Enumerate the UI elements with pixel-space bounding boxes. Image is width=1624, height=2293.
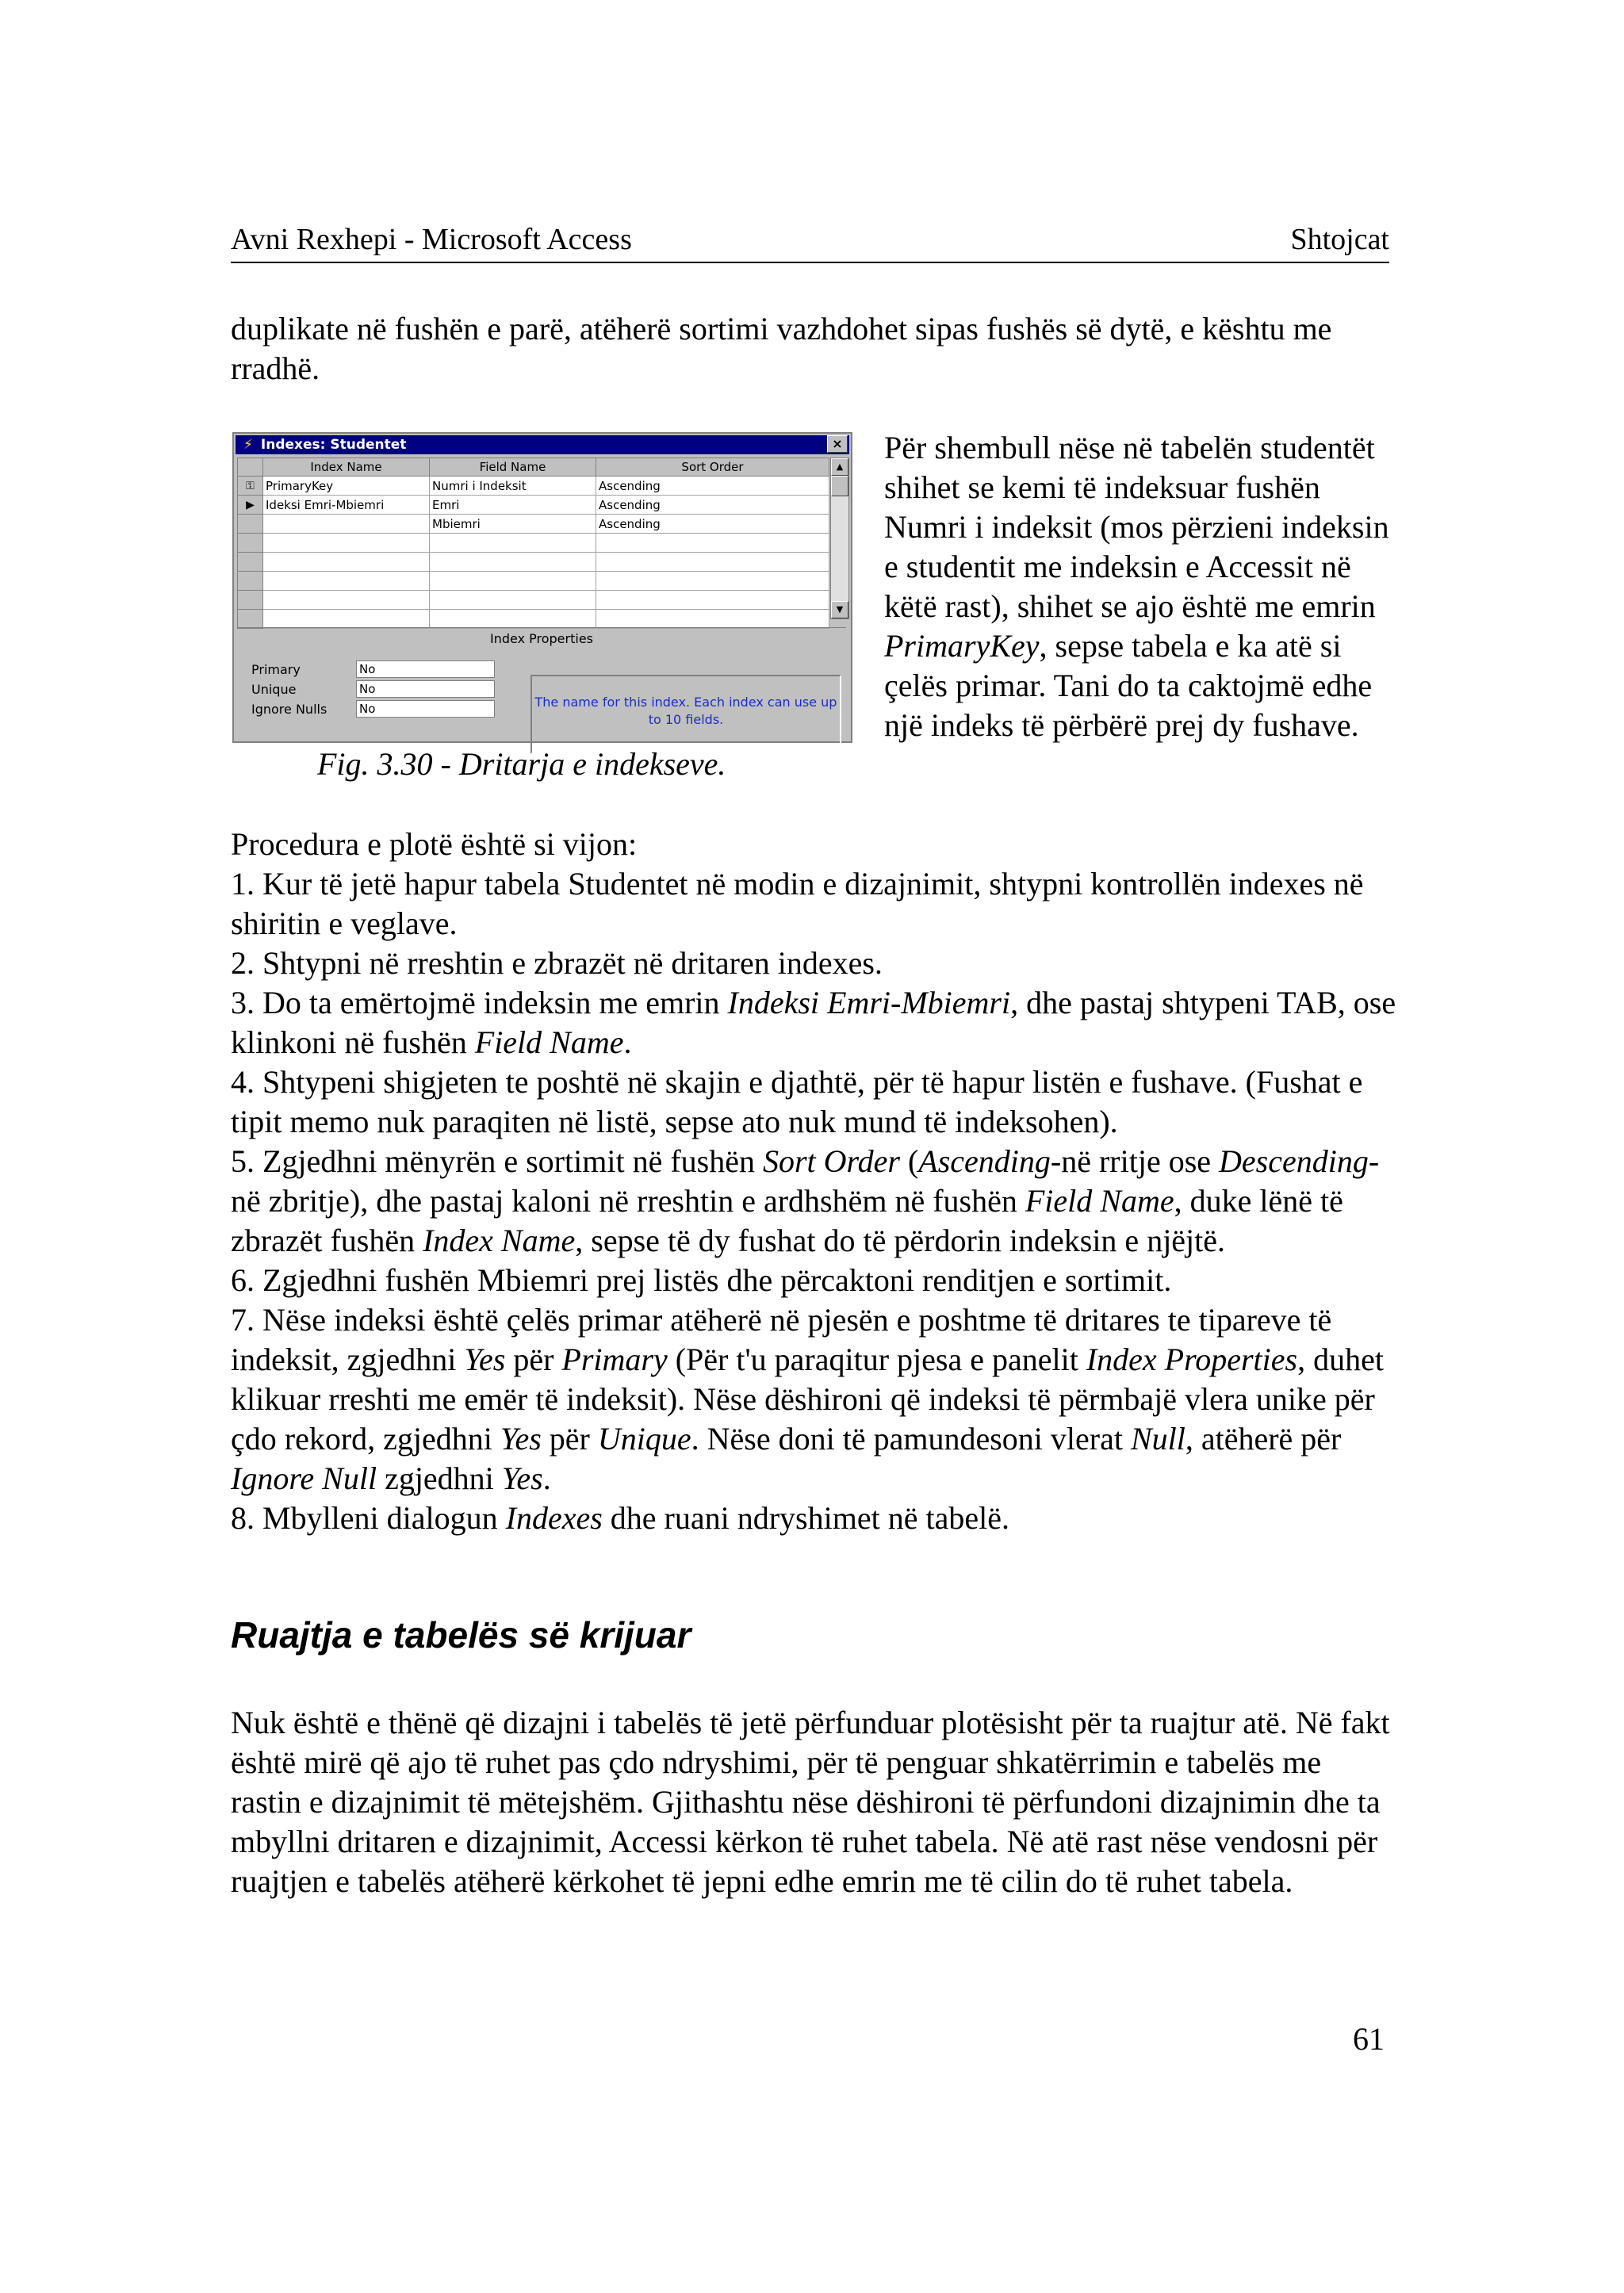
table-row[interactable] — [238, 591, 829, 610]
dialog-title: Indexes: Studentet — [260, 437, 407, 453]
dialog-titlebar — [236, 435, 849, 454]
step-4: 4. Shtypeni shigjeten te poshtë në skajin e djathtë, për të hapur listën e fushave. (Fushat e tipit memo nuk paraqiten në listë, sepse ato nuk mund të indeksohen). — [231, 1064, 1363, 1139]
property-label-unique: Unique — [251, 682, 297, 697]
column-header-field-name[interactable]: Field Name — [430, 458, 596, 477]
running-header — [231, 222, 1389, 263]
page-number: 61 — [1353, 2021, 1385, 2057]
index-table — [237, 457, 829, 629]
step-7: 7. Nëse indeksi është çelës primar atëherë në pjesën e poshtme të dritares te tipareve të indeksit, zgjedhni Yes për Primary (Për t'u paraqitur pjesa e panelit Index Properties, duhet klikuar rreshti me emër të indeksit). Nëse dëshironi që indeksi të përmbajë vlera unike për çdo rekord, zgjedhni Yes për Unique. Nëse doni të pamundesoni vlerat Null, atëherë për Ignore Null zgjedhni Yes. — [231, 1302, 1384, 1496]
row-selector[interactable] — [238, 515, 263, 534]
procedure-intro: Procedura e plotë është si vijon: — [231, 826, 638, 862]
index-name-cell[interactable]: PrimaryKey — [263, 477, 430, 496]
header-author-title: Avni Rexhepi - Microsoft Access — [231, 223, 632, 256]
table-row[interactable] — [238, 610, 829, 629]
sort-order-cell[interactable]: Ascending — [596, 477, 829, 496]
closing-paragraph: Nuk është e thënë që dizajni i tabelës të jetë përfunduar plotësisht për ta ruajtur atë. Në fakt është mirë që ajo të ruhet pas çdo ndryshimi, për të penguar shkatërrimin e tabelës me rastin e dizajnimit të mëtejshëm. Gjithashtu nëse dëshironi të përfundoni dizajnimin dhe ta mbyllni dritaren e dizajnimit, Accessi kërkon të ruhet tabela. Në atë rast nëse vendosni për ruajtjen e tabelës atëherë kërkohet të jepni edhe emrin me të cilin do të ruhet tabela. — [231, 1705, 1390, 1899]
vertical-scrollbar[interactable] — [830, 457, 849, 619]
side-paragraph: Për shembull nëse në tabelën studentët shihet se kemi të indeksuar fushën Numri i indeksit (mos përzieni indeksin e studentit me indeksin e Accessit në këtë rast), shihet se ajo është me emrin PrimaryKey, sepse tabela e ka atë si çelës primar. Tani do ta caktojmë edhe një indeks të përbërë prej dy fushave. — [884, 430, 1389, 743]
primary-value[interactable]: No — [356, 660, 495, 678]
key-icon: ⚿ — [238, 477, 263, 496]
unique-value[interactable]: No — [356, 680, 495, 698]
section-heading: Ruajtja e tabelës së krijuar — [231, 1614, 691, 1656]
table-row[interactable] — [238, 534, 829, 553]
index-properties-panel — [237, 627, 846, 727]
indexes-dialog — [232, 432, 852, 743]
table-row[interactable] — [238, 515, 829, 534]
column-header-index-name[interactable]: Index Name — [263, 458, 430, 477]
step-2: 2. Shtypni në rreshtin e zbrazët në dritaren indexes. — [231, 945, 883, 981]
lightning-icon: ⚡ — [243, 437, 253, 453]
field-name-cell[interactable]: Emri — [430, 496, 596, 515]
intro-paragraph: duplikate në fushën e parë, atëherë sortimi vazhdohet sipas fushës së dytë, e kështu me rradhë. — [231, 311, 1332, 386]
property-hint-box: The name for this index. Each index can use up to 10 fields. — [530, 675, 841, 754]
field-name-cell[interactable]: Numri i Indeksit — [430, 477, 596, 496]
table-row[interactable] — [238, 496, 829, 515]
scroll-up-icon[interactable]: ▲ — [831, 458, 848, 476]
property-label-ignore-nulls: Ignore Nulls — [251, 702, 327, 717]
index-name-cell[interactable]: Ideksi Emri-Mbiemri — [263, 496, 430, 515]
step-8: 8. Mbylleni dialogun Indexes dhe ruani ndryshimet në tabelë. — [231, 1500, 1009, 1536]
table-row[interactable] — [238, 477, 829, 496]
procedure-list — [231, 825, 1404, 1538]
current-row-arrow-icon: ▶ — [238, 496, 263, 515]
scroll-thumb[interactable] — [831, 476, 848, 496]
sort-order-cell[interactable]: Ascending — [596, 496, 829, 515]
header-section: Shtojcat — [1290, 223, 1389, 256]
figure-caption: Fig. 3.30 - Dritarja e indekseve. — [317, 746, 726, 782]
table-row[interactable] — [238, 553, 829, 572]
step-3: 3. Do ta emërtojmë indeksin me emrin Indeksi Emri-Mbiemri, dhe pastaj shtypeni TAB, ose klinkoni në fushën Field Name. — [231, 985, 1396, 1060]
step-5: 5. Zgjedhni mënyrën e sortimit në fushën Sort Order (Ascending-në rritje ose Descending-në zbritje), dhe pastaj kaloni në rreshtin e ardhshëm në fushën Field Name, duke lënë të zbrazët fushën Index Name, sepse të dy fushat do të përdorin indeksin e njëjtë. — [231, 1143, 1380, 1258]
scroll-down-icon[interactable]: ▼ — [831, 601, 848, 618]
column-header-sort-order[interactable]: Sort Order — [596, 458, 829, 477]
table-row[interactable] — [238, 572, 829, 591]
field-name-cell[interactable]: Mbiemri — [430, 515, 596, 534]
step-1: 1. Kur të jetë hapur tabela Studentet në modin e dizajnimit, shtypni kontrollën indexes në shiritin e veglave. — [231, 866, 1364, 941]
ignore-nulls-value[interactable]: No — [356, 700, 495, 718]
sort-order-cell[interactable]: Ascending — [596, 515, 829, 534]
properties-title: Index Properties — [237, 627, 846, 649]
property-label-primary: Primary — [251, 662, 301, 677]
step-6: 6. Zgjedhni fushën Mbiemri prej listës dhe përcaktoni renditjen e sortimit. — [231, 1262, 1172, 1298]
close-button[interactable]: × — [827, 435, 848, 453]
index-name-cell[interactable] — [263, 515, 430, 534]
row-selector-header — [238, 458, 263, 477]
